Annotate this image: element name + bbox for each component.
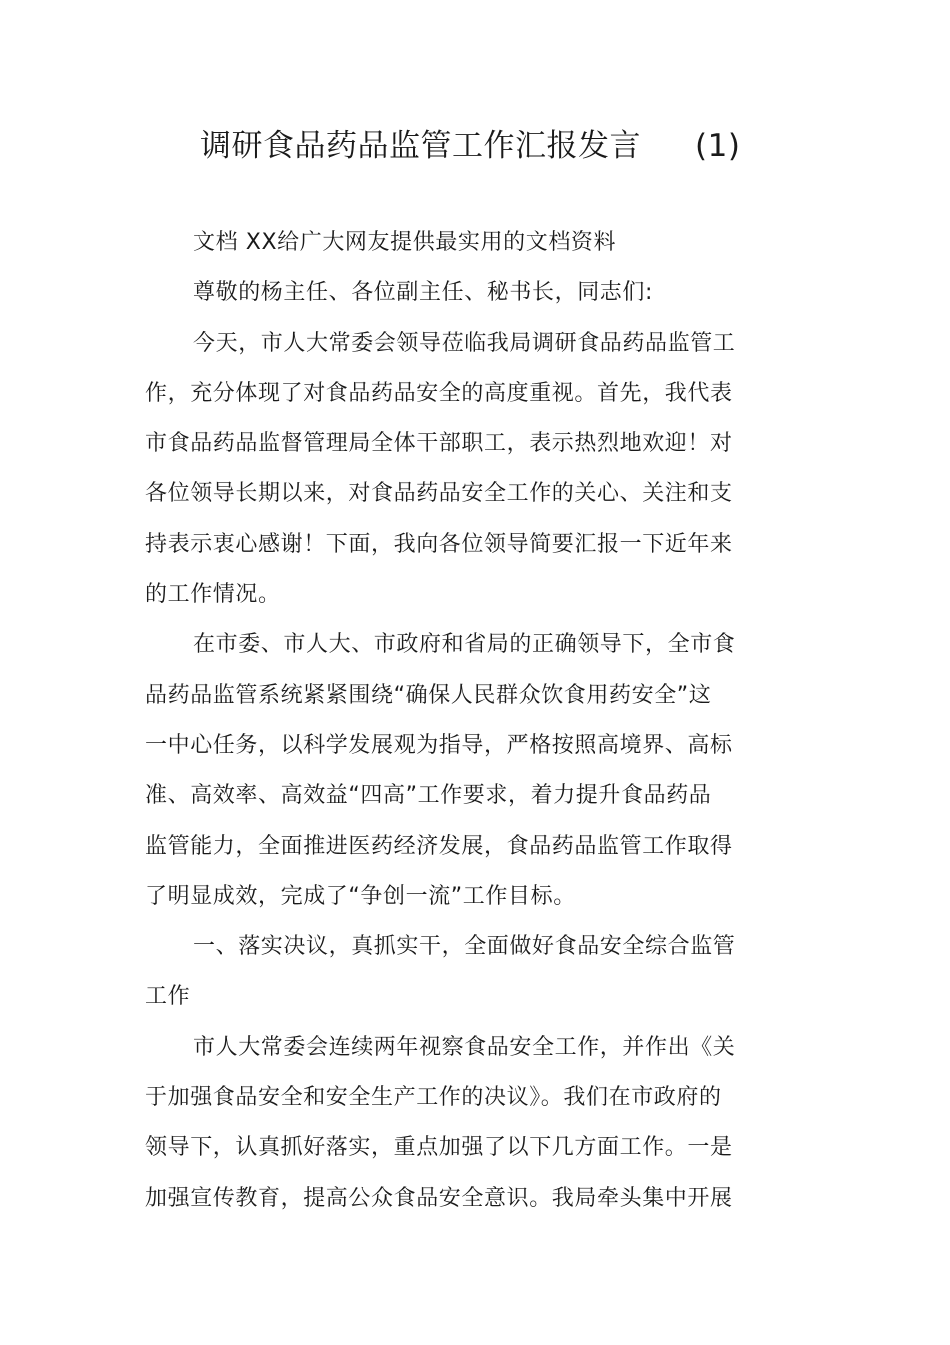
body-line: 准、高效率、高效益“四高”工作要求，着力提升食品药品: [145, 783, 712, 809]
title-number: (1): [695, 128, 741, 164]
body-line: 今天，市人大常委会领导莅临我局调研食品药品监管工: [193, 330, 736, 356]
body-line: 的工作情况。: [145, 582, 281, 608]
body-line: 一、落实决议，真抓实干，全面做好食品安全综合监管: [193, 934, 736, 960]
body-line: 监管能力，全面推进医药经济发展，食品药品监管工作取得: [145, 833, 733, 859]
body-line: 尊敬的杨主任、各位副主任、秘书长，同志们:: [193, 280, 654, 306]
body-line: 文档 XX给广大网友提供最实用的文档资料: [193, 230, 617, 255]
document-body: [145, 218, 745, 1224]
title-text: 调研食品药品监管工作汇报发言: [200, 128, 641, 164]
body-line: 在市委、市人大、市政府和省局的正确领导下，全市食: [193, 632, 736, 658]
body-line: 工作: [145, 984, 191, 1010]
body-line: 于加强食品安全和安全生产工作的决议》。我们在市政府的: [145, 1085, 722, 1111]
body-line: 领导下，认真抓好落实，重点加强了以下几方面工作。一是: [145, 1135, 733, 1161]
body-line: 各位领导长期以来，对食品药品安全工作的关心、关注和支: [145, 481, 733, 507]
body-line: 品药品监管系统紧紧围绕“确保人民群众饮食用药安全”这: [145, 682, 712, 708]
body-line: 持表示衷心感谢！下面，我向各位领导简要汇报一下近年来: [145, 531, 733, 557]
body-line: 加强宣传教育，提高公众食品安全意识。我局牵头集中开展: [145, 1185, 733, 1211]
body-line: 一中心任务，以科学发展观为指导，严格按照高境界、高标: [145, 732, 733, 758]
body-line: 了明显成效，完成了“争创一流”工作目标。: [145, 883, 576, 909]
body-line: 作，充分体现了对食品药品安全的高度重视。首先，我代表: [145, 380, 733, 406]
body-line: 市人大常委会连续两年视察食品安全工作，并作出《关: [193, 1034, 736, 1060]
document-title: [200, 122, 760, 170]
body-line: 市食品药品监督管理局全体干部职工，表示热烈地欢迎！对: [145, 431, 733, 457]
